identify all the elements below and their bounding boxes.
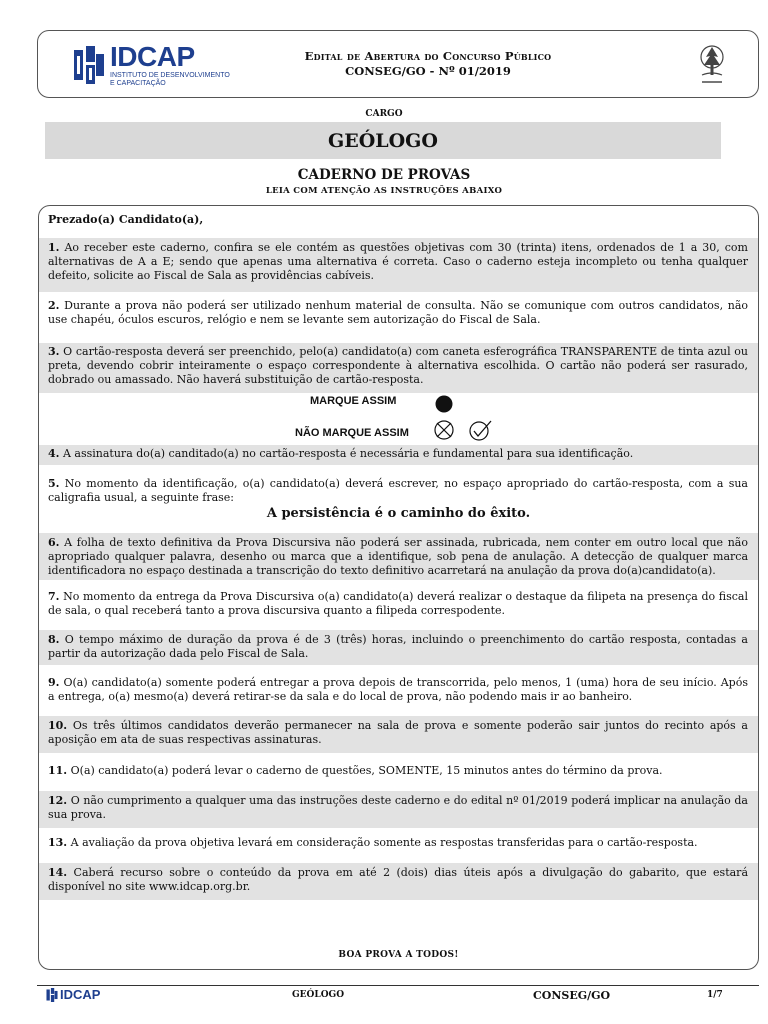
page-number: 1/7 xyxy=(707,990,723,1000)
item-number: 4. xyxy=(48,447,60,460)
instruction-item xyxy=(39,238,758,292)
item-text: O(a) candidato(a) poderá levar o caderno de questões, SOMENTE, 15 minutos antes do término da prova. xyxy=(67,764,663,777)
document-header xyxy=(37,30,759,98)
instruction-item xyxy=(39,343,758,393)
footer-logo xyxy=(46,987,100,1002)
instruction-item xyxy=(39,477,758,507)
closing-message: BOA PROVA A TODOS! xyxy=(338,950,459,960)
item-number: 14. xyxy=(48,866,68,879)
footer-divider xyxy=(37,985,759,986)
instruction-item xyxy=(39,863,758,900)
idcap-logo-icon xyxy=(74,46,104,84)
footer-org: CONSEG/GO xyxy=(533,989,611,1002)
item-number: 3. xyxy=(48,345,60,358)
filled-circle-icon xyxy=(434,394,454,414)
item-text: O(a) candidato(a) somente poderá entregar a prova depois de transcorrida, pelo menos, 1 (uma) hora de seu início. Após a entrega, o(a) mesmo(a) deverá retirar-se da sala e do local de prova, não podendo mais ir ao banheiro. xyxy=(48,676,748,703)
idcap-logo-small-icon xyxy=(46,988,58,1002)
item-text: A avaliação da prova objetiva levará em consideração somente as respostas transferidas para o cartão-resposta. xyxy=(67,836,698,849)
item-text: No momento da entrega da Prova Discursiva o(a) candidato(a) deverá realizar o destaque da filipeta na presença do fiscal de sala, o qual receberá tanto a prova discursiva quanto a filipeda correspodente. xyxy=(48,590,748,617)
item-number: 8. xyxy=(48,633,60,646)
item-number: 10. xyxy=(48,719,68,732)
greeting: Prezado(a) Candidato(a), xyxy=(48,213,204,226)
instruction-item xyxy=(39,764,758,784)
item-text: O não cumprimento a qualquer uma das instruções deste caderno e do edital nº 01/2019 poderá implicar na anulação da sua prova. xyxy=(48,794,748,821)
instruction-item xyxy=(39,676,758,712)
edital-title-line2: CONSEG/GO - Nº 01/2019 xyxy=(345,64,511,78)
item-text: O tempo máximo de duração da prova é de 3 (três) horas, incluindo o preenchimento do cartão resposta, contadas a partir da autorização dada pelo Fiscal de Sala. xyxy=(48,633,748,660)
cargo-label: CARGO xyxy=(365,109,403,119)
crossed-circle-icon xyxy=(433,419,455,441)
item-text: Ao receber este caderno, confira se ele contém as questões objetivas com 30 (trinta) itens, ordenados de 1 a 30, com alternativas de A a E; sendo que apenas uma alternativa é correta. Caso o caderno esteja incompleto ou tenha qualquer defeito, solicite ao Fiscal de Sala as providências cabíveis. xyxy=(48,241,748,282)
footer-logo-name: IDCAP xyxy=(60,987,101,1002)
logo-subtitle-1: INSTITUTO DE DESENVOLVIMENTO xyxy=(110,72,230,79)
instruction-item xyxy=(39,299,758,335)
item-number: 11. xyxy=(48,764,68,777)
item-text: A folha de texto definitiva da Prova Discursiva não poderá ser assinada, rubricada, nem conter em outro local que não apropriado qualquer palavra, desenho ou marca que a identifique, sob pena de anulação. A detecção de qualquer marca identificadora no espaço destinada a transcrição do texto definitivo acarretará na anulação da prova do(a)candidato(a). xyxy=(48,536,748,577)
instruction-item xyxy=(39,716,758,753)
item-text: Caberá recurso sobre o conteúdo da prova em até 2 (dois) dias úteis após a divulgação do gabarito, que estará disponível no site www.idcap.org.br. xyxy=(48,866,748,893)
item-number: 2. xyxy=(48,299,60,312)
caderno-title: CADERNO DE PROVAS xyxy=(297,167,471,183)
item-text: No momento da identificação, o(a) candidato(a) deverá escrever, no espaço apropriado do cartão-resposta, com a sua caligrafia usual, a seguinte frase: xyxy=(48,477,748,504)
caderno-subtitle: LEIA COM ATENÇÃO AS INSTRUÇÕES ABAIXO xyxy=(265,186,503,196)
instruction-item xyxy=(39,445,758,465)
item-number: 7. xyxy=(48,590,60,603)
logo-name: IDCAP xyxy=(110,41,195,72)
item-number: 9. xyxy=(48,676,60,689)
item-number: 12. xyxy=(48,794,68,807)
instructions-panel xyxy=(38,205,759,970)
instruction-item xyxy=(39,590,758,626)
footer-cargo: GEÓLOGO xyxy=(292,990,345,1000)
item-text: O cartão-resposta deverá ser preenchido, pelo(a) candidato(a) com caneta esferográfica TRANSPARENTE de tinta azul ou preta, devendo cobrir inteiramente o espaço correspondente à alternativa escolhida. O cartão não poderá ser rasurado, dobrado ou amassado. Não haverá substituição de cartão-resposta. xyxy=(48,345,748,386)
edital-title-line1: Edital de Abertura do Concurso Público xyxy=(304,49,552,63)
instruction-item xyxy=(39,836,758,856)
item-text: Durante a prova não poderá ser utilizado nenhum material de consulta. Não se comunique com outros candidatos, não use chapéu, óculos escuros, relógio e nem se levante sem autorização do Fiscal de Sala. xyxy=(48,299,748,326)
marque-assim-label: MARQUE ASSIM xyxy=(310,395,397,407)
nao-marque-assim-label: NÃO MARQUE ASSIM xyxy=(295,427,409,439)
item-text: A assinatura do(a) canditado(a) no cartão-resposta é necessária e fundamental para sua identificação. xyxy=(59,447,634,460)
logo-subtitle-2: E CAPACITAÇÃO xyxy=(110,80,166,88)
instruction-item xyxy=(39,533,758,580)
item-text: Os três últimos candidatos deverão permanecer na sala de prova e somente poderão sair juntos do recinto após a aposição em ata de suas respectivas assinaturas. xyxy=(48,719,748,746)
item-number: 6. xyxy=(48,536,60,549)
instruction-item xyxy=(39,791,758,828)
frase-identificacao: A persistência é o caminho do êxito. xyxy=(266,506,531,521)
item-number: 13. xyxy=(48,836,68,849)
item-number: 1. xyxy=(48,241,60,254)
instruction-item xyxy=(39,630,758,665)
tree-emblem-icon xyxy=(694,43,730,87)
cargo-name: GEÓLOGO xyxy=(45,122,721,159)
idcap-logo xyxy=(74,43,230,88)
checked-circle-icon xyxy=(468,418,494,442)
edital-title xyxy=(218,49,638,79)
item-number: 5. xyxy=(48,477,60,490)
